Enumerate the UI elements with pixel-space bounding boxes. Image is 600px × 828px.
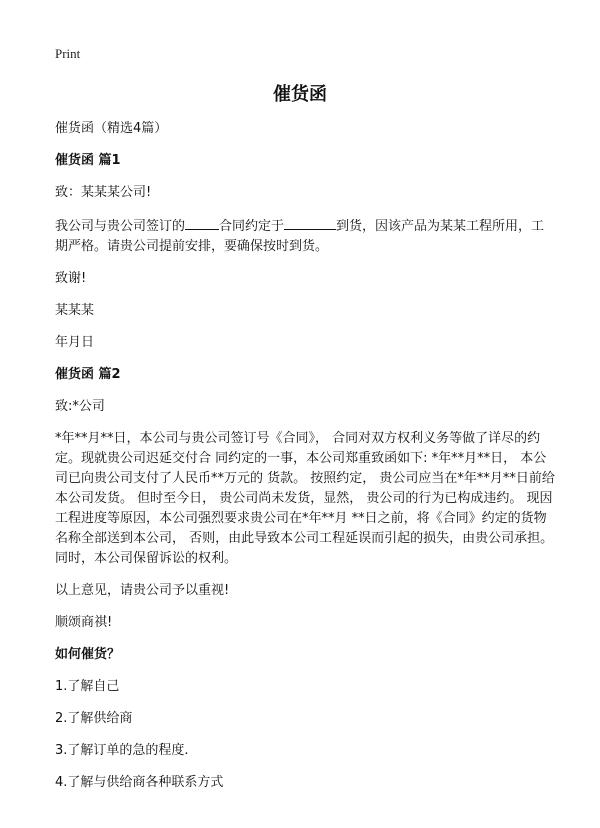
- date-blank: [284, 215, 336, 230]
- contract-blank: [185, 215, 219, 230]
- list-item: 3.了解订单的急的程度.: [55, 743, 189, 758]
- section1-thanks: 致谢!: [55, 271, 87, 286]
- page-title: 催货函: [273, 84, 327, 105]
- section1-salutation: 致：某某某公司!: [55, 185, 152, 200]
- section1-signature: 某某某: [55, 303, 95, 318]
- list-item: 2.了解供给商: [55, 711, 133, 726]
- print-label: Print: [55, 46, 81, 61]
- section2-closing-2: 顺颂商祺!: [55, 615, 113, 630]
- section1-body-part2: 合同约定于: [219, 219, 285, 234]
- document-body: [55, 119, 555, 805]
- section1-body-part3: 到货，因该产品为某某工程所用，工期严格。请贵公司提前安排，要确保按时到货。: [55, 219, 545, 254]
- list-item: 4.了解与供给商各种联系方式: [55, 775, 224, 790]
- list-item: 1.了解自己: [55, 679, 120, 694]
- section2-closing-1: 以上意见，请贵公司予以重视!: [55, 583, 230, 598]
- section1-date: 年月日: [55, 335, 95, 350]
- section1-heading: 催货函 篇1: [55, 153, 121, 168]
- section1-body: [55, 215, 555, 257]
- section2-body: *年**月**日，本公司与贵公司签订号《合同》， 合同对双方权利义务等做了详尽的约定。现就贵公司迟延交付合 同约定的一事，本公司郑重致函如下: *年**月**日， 本公司已向贵公司支付了人民币**万元的 货款。 按照约定， 贵公司应当在*年**月**日前给本公司发货。 但时至今日， 贵公司尚未发货，显然， 贵公司的行为已构成违约。 现因工程进度等原因，本公司强烈要求贵公司在*年**月 **日之前，将《合同》约定的货物名称全部送到本公司， 否则，由此导致本公司工程延误而引起的损失，由贵公司承担。 同时，本公司保留诉讼的权利。: [55, 431, 555, 566]
- section2-salutation: 致:*公司: [55, 399, 105, 414]
- section2-heading: 催货函 篇2: [55, 367, 121, 382]
- subtitle: 催货函（精选4篇）: [55, 121, 168, 136]
- section3-heading: 如何催货？: [55, 647, 121, 662]
- section1-body-part1: 我公司与贵公司签订的: [55, 219, 186, 234]
